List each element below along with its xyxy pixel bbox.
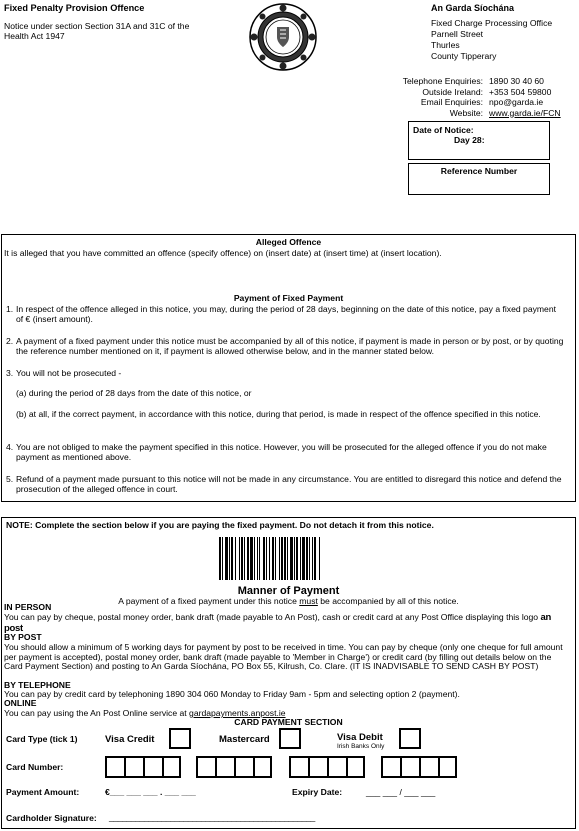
list-item xyxy=(6,475,565,495)
expiry-date-field[interactable]: ___ ___ / ___ ___ xyxy=(366,787,436,797)
card-number-group-4[interactable] xyxy=(381,756,457,778)
card-number-group-1[interactable] xyxy=(105,756,181,778)
card-type-label: Card Type (tick 1) xyxy=(6,734,78,744)
list-item xyxy=(6,443,565,463)
cardholder-signature-label: Cardholder Signature: xyxy=(6,813,97,823)
expiry-date-label: Expiry Date: xyxy=(292,787,343,797)
barcode xyxy=(218,537,363,580)
alleged-offence-section xyxy=(1,234,576,502)
by-telephone-text: You can pay by credit card by telephoning 1890 304 060 Monday to Friday 9am - 5pm and selecting option 2 (payment). xyxy=(4,689,460,699)
item-text: (b) at all, if the correct payment, in accordance with this notice, during that period, is made in respect of the offence specified in this notice. xyxy=(16,409,541,419)
by-telephone-heading: BY TELEPHONE xyxy=(4,680,71,690)
item-number: 1. xyxy=(6,304,14,314)
alleged-offence-text: It is alleged that you have committed an offence (specify offence) on (insert date) at (insert time) at (insert location). xyxy=(4,248,442,258)
online-text: You can pay using the An Post Online service at gardapayments.anpost.ie xyxy=(4,708,286,718)
contact-labels xyxy=(370,76,483,118)
date-of-notice-box xyxy=(408,121,550,160)
email-link[interactable]: npo@garda.ie xyxy=(489,97,544,107)
org-name: An Garda Síochána xyxy=(431,3,515,13)
visa-credit-label: Visa Credit xyxy=(105,734,155,745)
online-heading: ONLINE xyxy=(4,698,37,708)
payment-amount-field[interactable]: €___ ___ ___ . ___ ___ xyxy=(105,787,196,797)
list-item xyxy=(6,410,565,420)
office-address xyxy=(431,18,552,62)
item-number: 3. xyxy=(6,368,14,378)
item-number: 5. xyxy=(6,474,14,484)
address-line: Thurles xyxy=(431,40,460,50)
contact-values xyxy=(489,76,561,118)
card-number-label: Card Number: xyxy=(6,762,64,772)
mastercard-checkbox[interactable] xyxy=(279,728,301,749)
list-item xyxy=(6,389,565,399)
item-text: You are not obliged to make the payment specified in this notice. However, you will be prosecuted for the alleged offence if you do not make payment as mentioned above. xyxy=(16,442,547,462)
mastercard-label: Mastercard xyxy=(219,734,270,745)
manner-of-payment-title: Manner of Payment xyxy=(237,585,340,597)
address-line: Parnell Street xyxy=(431,29,484,39)
address-line: Fixed Charge Processing Office xyxy=(431,18,553,28)
visa-debit-label: Visa Debit xyxy=(337,732,383,743)
contact-label: Telephone Enquiries: xyxy=(402,76,483,86)
in-person-text: You can pay by cheque, postal money order, bank draft (made payable to An Post), cash or credit card at any Post Office displaying this logo an post xyxy=(4,612,551,634)
day-28-label: Day 28: xyxy=(454,135,485,145)
item-number: 4. xyxy=(6,442,14,452)
item-text: A payment of a fixed payment under this notice must be accompanied by all of this notice, if payment is made in person or by post, or by quoting the reference number mentioned on it, if payment is allowed otherwise below, and in the manner stated below. xyxy=(16,336,564,356)
payment-note: NOTE: Complete the section below if you are paying the fixed payment. Do not detach it from this notice. xyxy=(6,520,434,530)
garda-crest-logo xyxy=(249,3,317,71)
card-payment-title: CARD PAYMENT SECTION xyxy=(234,717,343,727)
outside-ireland-value: +353 504 59800 xyxy=(489,86,552,97)
notice-title: Fixed Penalty Provision Offence xyxy=(4,3,145,13)
reference-number-box xyxy=(408,163,550,195)
manner-of-payment-text: A payment of a fixed payment under this notice must be accompanied by all of this notice. xyxy=(118,596,459,606)
item-text: In respect of the offence alleged in this notice, you may, during the period of 28 days, beginning on the date of this notice, pay a fixed payment of € (insert amount). xyxy=(16,304,557,324)
notice-subtitle: Notice under section Section 31A and 31C of the Health Act 1947 xyxy=(4,21,190,41)
date-of-notice-label: Date of Notice: xyxy=(413,125,474,135)
an-post-logo: an post xyxy=(4,612,551,634)
payment-section xyxy=(1,517,576,829)
visa-debit-checkbox[interactable] xyxy=(399,728,421,749)
in-person-heading: IN PERSON xyxy=(4,602,52,612)
website-link[interactable]: www.garda.ie/FCN xyxy=(489,107,561,118)
list-item xyxy=(6,337,565,357)
contact-label: Outside Ireland: xyxy=(422,86,483,97)
item-text: (a) during the period of 28 days from the date of this notice, or xyxy=(16,388,252,398)
contact-label: Website: xyxy=(449,107,483,118)
alleged-offence-title: Alleged Offence xyxy=(255,237,322,247)
payment-of-fixed-payment-title: Payment of Fixed Payment xyxy=(233,293,344,303)
visa-credit-checkbox[interactable] xyxy=(169,728,191,749)
item-number: 2. xyxy=(6,336,14,346)
item-text: Refund of a payment made pursuant to this notice will not be made in any circumstance. You are entitled to disregard this notice and defend the prosecution of the alleged offence in court. xyxy=(16,474,562,494)
contact-label: Email Enquiries: xyxy=(420,97,483,107)
by-post-heading: BY POST xyxy=(4,632,42,642)
card-number-group-2[interactable] xyxy=(196,756,272,778)
card-number-group-3[interactable] xyxy=(289,756,365,778)
irish-banks-only-label: Irish Banks Only xyxy=(337,743,385,750)
cardholder-signature-line[interactable]: _______________________________________________ xyxy=(109,812,315,822)
item-text: You will not be prosecuted - xyxy=(16,368,122,378)
anpost-payment-link[interactable]: gardapayments.anpost.ie xyxy=(189,708,286,718)
by-post-text: You should allow a minimum of 5 working days for payment by post to be received in time. You can pay by cheque (only one cheque for full amount per payment is accepted), postal money order, bank draft (made payable to 'Member in Charge') or credit card (by filling out details below on the Card Payment Section) and posting to An Garda Síochána, PO Box 55, Kilrush, Co. Clare. (IT IS INADVISABLE TO SEND CASH BY POST) xyxy=(4,642,563,672)
address-line: County Tipperary xyxy=(431,51,497,61)
reference-number-label: Reference Number xyxy=(440,166,518,176)
list-item xyxy=(6,305,565,325)
payment-amount-label: Payment Amount: xyxy=(6,787,80,797)
telephone-value: 1890 30 40 60 xyxy=(489,76,544,86)
list-item xyxy=(6,369,565,379)
